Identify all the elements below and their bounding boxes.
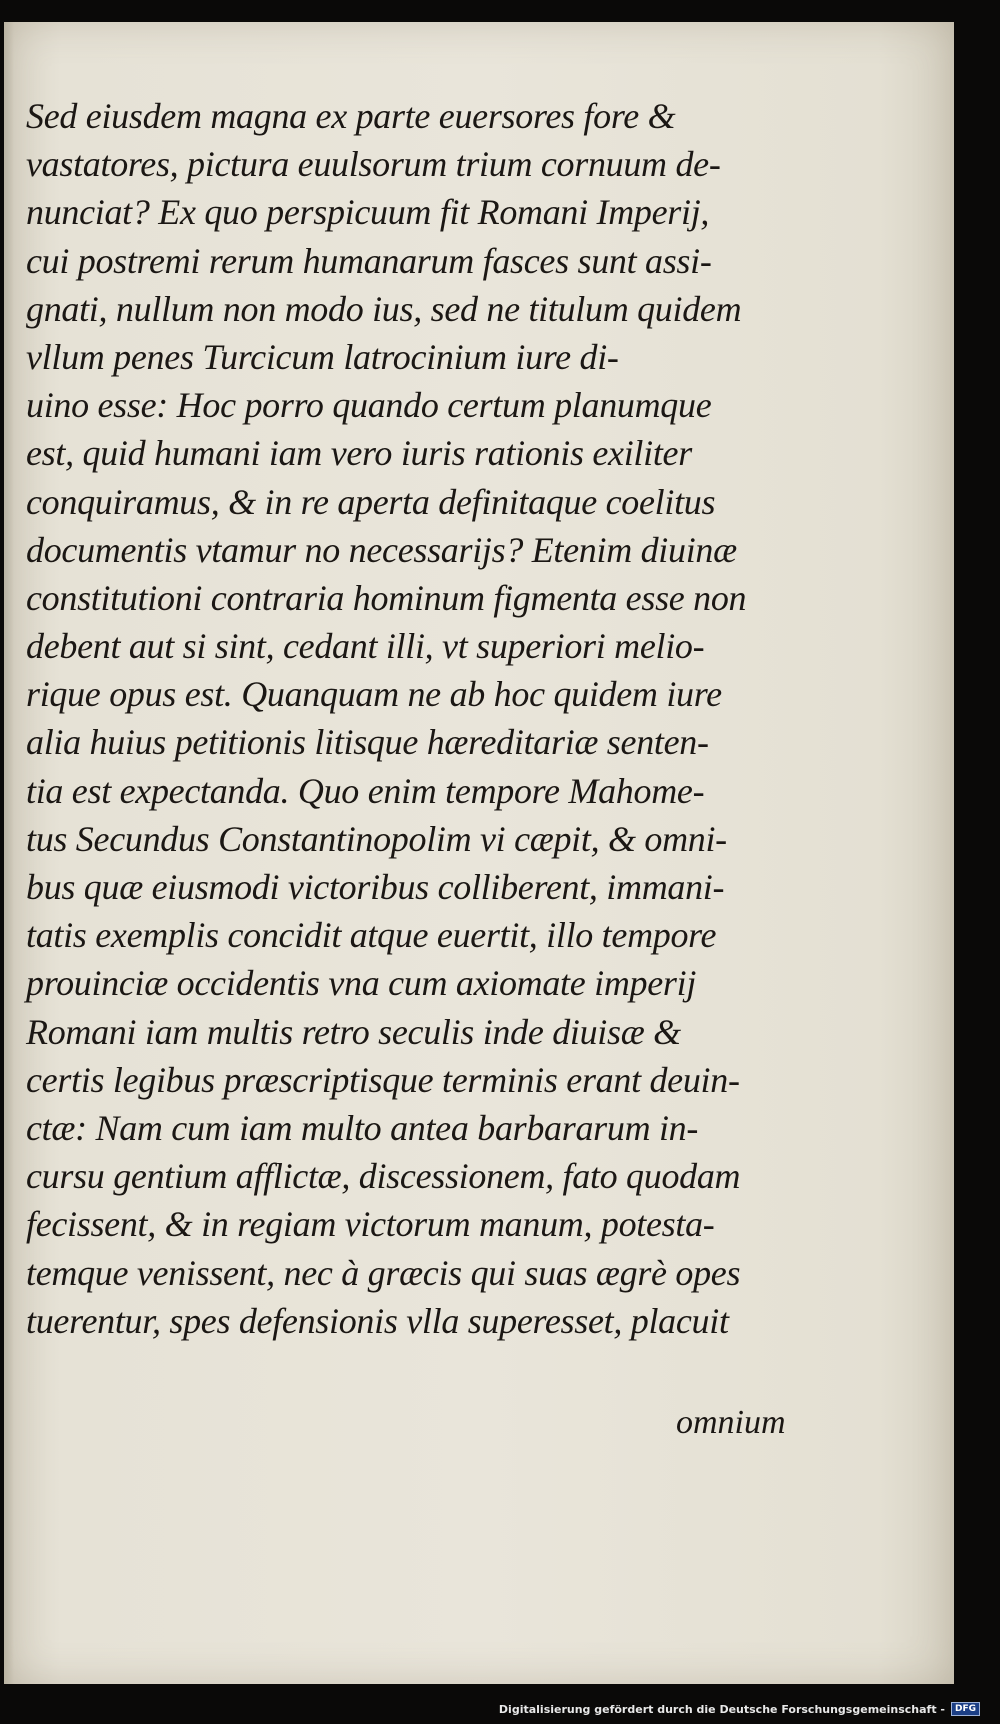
- digitization-footer: [499, 1700, 980, 1718]
- text-line: debent aut si sint, cedant illi, vt superiori melio-: [26, 626, 705, 667]
- text-line: temque venissent, nec à græcis qui suas ægrè opes: [26, 1252, 741, 1293]
- text-line: constitutioni contraria hominum figmenta esse non: [26, 577, 747, 618]
- text-line: gnati, nullum non modo ius, sed ne titulum quidem: [26, 288, 742, 329]
- body-text: [26, 92, 796, 1345]
- text-line: tuerentur, spes defensionis vlla superesset, placuit: [26, 1300, 729, 1341]
- text-line: tia est expectanda. Quo enim tempore Mahome-: [26, 770, 705, 811]
- text-line: vllum penes Turcicum latrocinium iure di-: [26, 336, 619, 377]
- text-line: Sed eiusdem magna ex parte euersores fore &: [26, 96, 676, 136]
- text-line: cui postremi rerum humanarum fasces sunt assi-: [26, 240, 712, 281]
- text-line: fecissent, & in regiam victorum manum, potesta-: [26, 1204, 715, 1245]
- text-line: prouinciæ occidentis vna cum axiomate imperij: [26, 963, 697, 1004]
- text-line: Romani iam multis retro seculis inde diuisæ &: [26, 1011, 681, 1052]
- dfg-logo-icon: DFG: [951, 1702, 980, 1716]
- text-line: certis legibus præscriptisque terminis erant deuin-: [26, 1059, 740, 1100]
- text-line: conquiramus, & in re aperta definitaque coelitus: [26, 481, 716, 522]
- text-line: bus quæ eiusmodi victoribus colliberent, immani-: [26, 867, 725, 907]
- text-line: tatis exemplis concidit atque euertit, illo tempore: [26, 915, 717, 956]
- text-line: cursu gentium afflictæ, discessionem, fato quodam: [26, 1156, 741, 1197]
- text-line: rique opus est. Quanquam ne ab hoc quidem iure: [26, 674, 722, 715]
- text-line: est, quid humani iam vero iuris rationis exiliter: [26, 433, 692, 474]
- text-line: vastatores, pictura euulsorum trium cornuum de-: [26, 144, 721, 185]
- text-line: ctæ: Nam cum iam multo antea barbararum in-: [26, 1107, 699, 1148]
- page-edge: [4, 22, 14, 1684]
- book-page: [4, 22, 954, 1684]
- funding-credit: Digitalisierung gefördert durch die Deutsche Forschungsgemeinschaft -: [498, 1702, 945, 1716]
- catchword: omnium: [676, 1404, 786, 1441]
- text-line: alia huius petitionis litisque hæreditariæ senten-: [26, 722, 709, 763]
- text-line: tus Secundus Constantinopolim vi cæpit, & omni-: [26, 818, 727, 859]
- text-line: documentis vtamur no necessarijs? Etenim diuinæ: [26, 529, 737, 570]
- text-line: nunciat? Ex quo perspicuum fit Romani Imperij,: [26, 192, 710, 233]
- text-line: uino esse: Hoc porro quando certum planumque: [26, 385, 712, 426]
